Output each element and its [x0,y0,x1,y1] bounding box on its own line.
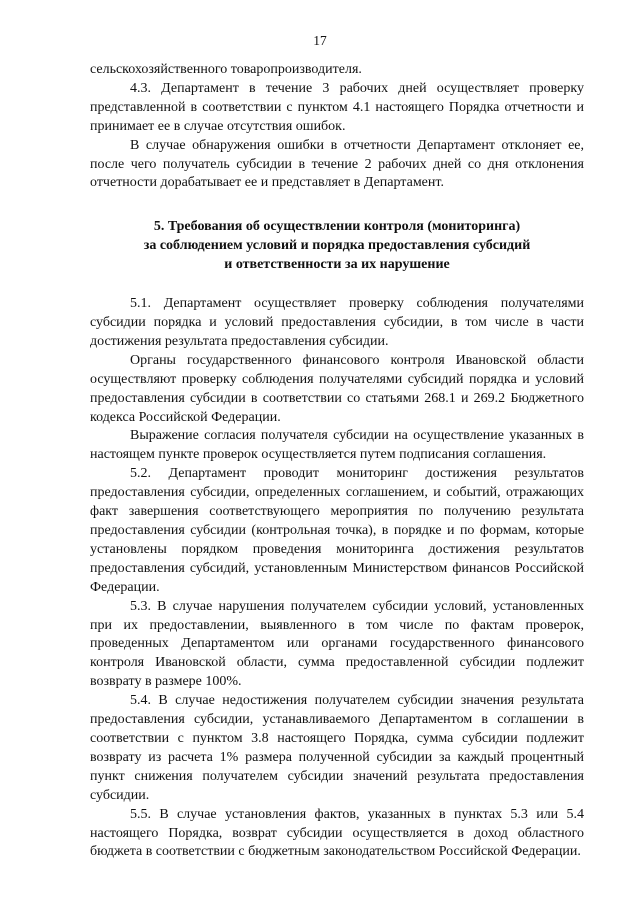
paragraph-consent: Выражение согласия получателя субсидии на осуществление указанных в настоящем пункте проверок осуществляется путем подписания соглашения. [90,428,584,463]
section-heading-line: и ответственности за их нарушение [224,256,450,272]
paragraph-5-2: 5.2. Департамент проводит мониторинг достижения результатов предоставления субсидии, определенных соглашением, и событий, отражающих факт завершения соответствующего мероприятия по получению результата предоставления субсидии (контрольная точка), в порядке и по формам, которые установлены порядком проведения мониторинга достижения результатов предоставления субсидий, установленным Министерством финансов Российской Федерации. [90,466,584,595]
page-number: 17 [313,33,327,48]
paragraph-state-control: Органы государственного финансового контроля Ивановской области осуществляют проверку соблюдения получателями субсидий порядка и условий предоставления субсидии в соответствии со статьями 268.1 и 269.2 Бюджетного кодекса Российской Федерации. [90,352,584,425]
document-body [90,61,584,862]
section-heading-line: 5. Требования об осуществлении контроля (мониторинга) [153,219,521,235]
paragraph-continuation: сельскохозяйственного товаропроизводителя. [90,62,362,77]
paragraph-error-rejection: В случае обнаружения ошибки в отчетности Департамент отклоняет ее, после чего получатель субсидии в течение 2 рабочих дней со дня отклонения отчетности дорабатывает ее и представляет в Департамент. [90,137,584,191]
paragraph-5-4: 5.4. В случае недостижения получателем субсидии значения результата предоставления субсидии, устанавливаемого Департаментом в соглашении в соответствии с пунктом 3.8 настоящего Порядка, сумма субсидии подлежит возврату из расчета 1% размера полученной субсидии за каждый процентный пункт снижения получателем субсидии значений результата предоставления субсидии. [90,693,584,803]
paragraph-5-3: 5.3. В случае нарушения получателем субсидии условий, установленных при их предоставлении, выявленного в том числе по фактам проверок, проведенных Департаментом или органами государственного финансового контроля Ивановской области, сумма предоставленной субсидии подлежит возврату в размере 100%. [90,598,584,690]
section-heading-line: за соблюдением условий и порядка предоставления субсидий [143,237,531,253]
paragraph-5-5: 5.5. В случае установления фактов, указанных в пунктах 5.3 или 5.4 настоящего Порядка, возврат субсидии осуществляется в доход областного бюджета в соответствии с бюджетным законодательством Российской Федерации. [90,806,584,860]
paragraph-4-3: 4.3. Департамент в течение 3 рабочих дней осуществляет проверку представленной в соответствии с пунктом 4.1 настоящего Порядка отчетности и принимает ее в случае отсутствия ошибок. [90,80,584,134]
section-5-heading [90,218,584,274]
paragraph-5-1: 5.1. Департамент осуществляет проверку соблюдения получателями субсидии порядка и условий предоставления субсидии, в том числе в части достижения результата предоставления субсидии. [90,296,584,349]
